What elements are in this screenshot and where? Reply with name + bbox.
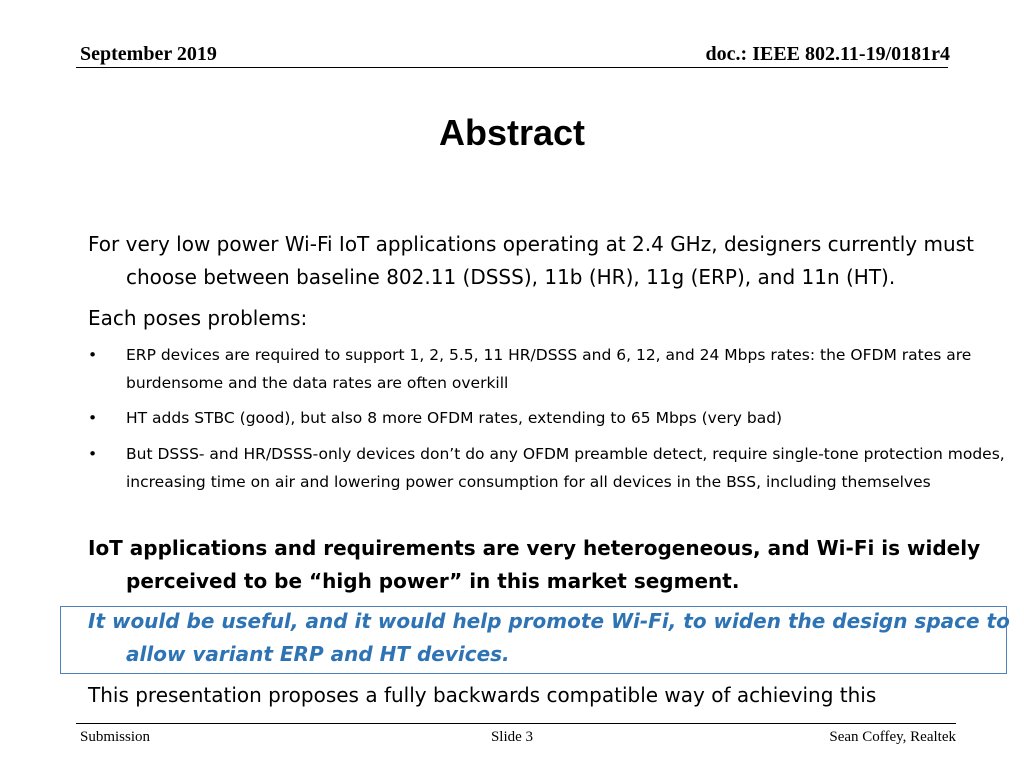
footer-author: Sean Coffey, Realtek <box>829 729 956 745</box>
bullet-item <box>88 440 1016 496</box>
bullet-icon: • <box>88 409 98 427</box>
bullet-text: ERP devices are required to support 1, 2, 5.5, 11 HR/DSSS and 6, 12, and 24 Mbps rates: the OFDM rates are burdensome and the data rates are often overkill <box>126 346 972 392</box>
bullet-item <box>88 341 1016 397</box>
bullet-icon: • <box>88 346 98 364</box>
slide-title: Abstract <box>438 112 586 153</box>
paragraph-iot: IoT applications and requirements are very heterogeneous, and Wi-Fi is widely perceived to be “high power” in this market segment. <box>88 536 981 593</box>
header-doc-id: doc.: IEEE 802.11-19/0181r4 <box>705 43 950 65</box>
footer-slide-number: Slide 3 <box>490 729 534 745</box>
footer-submission: Submission <box>80 729 151 745</box>
paragraph-proposal: This presentation proposes a fully backwards compatible way of achieving this <box>88 683 877 707</box>
bullet-icon: • <box>88 445 98 463</box>
paragraph-problems: Each poses problems: <box>88 306 308 330</box>
paragraph-highlight: It would be useful, and it would help promote Wi-Fi, to widen the design space to allow variant ERP and HT devices. <box>88 609 1010 666</box>
bullet-text: HT adds STBC (good), but also 8 more OFDM rates, extending to 65 Mbps (very bad) <box>126 409 783 427</box>
bullet-item <box>88 404 1016 432</box>
header-date: September 2019 <box>80 43 217 65</box>
paragraph-intro: For very low power Wi-Fi IoT applications operating at 2.4 GHz, designers currently must choose between baseline 802.11 (DSSS), 11b (HR), 11g (ERP), and 11n (HT). <box>88 232 974 289</box>
bullet-text: But DSSS- and HR/DSSS-only devices don’t do any OFDM preamble detect, require single-tone protection modes, increasing time on air and lowering power consumption for all devices in the BSS, including themselves <box>126 445 1005 491</box>
footer-divider <box>76 723 956 724</box>
